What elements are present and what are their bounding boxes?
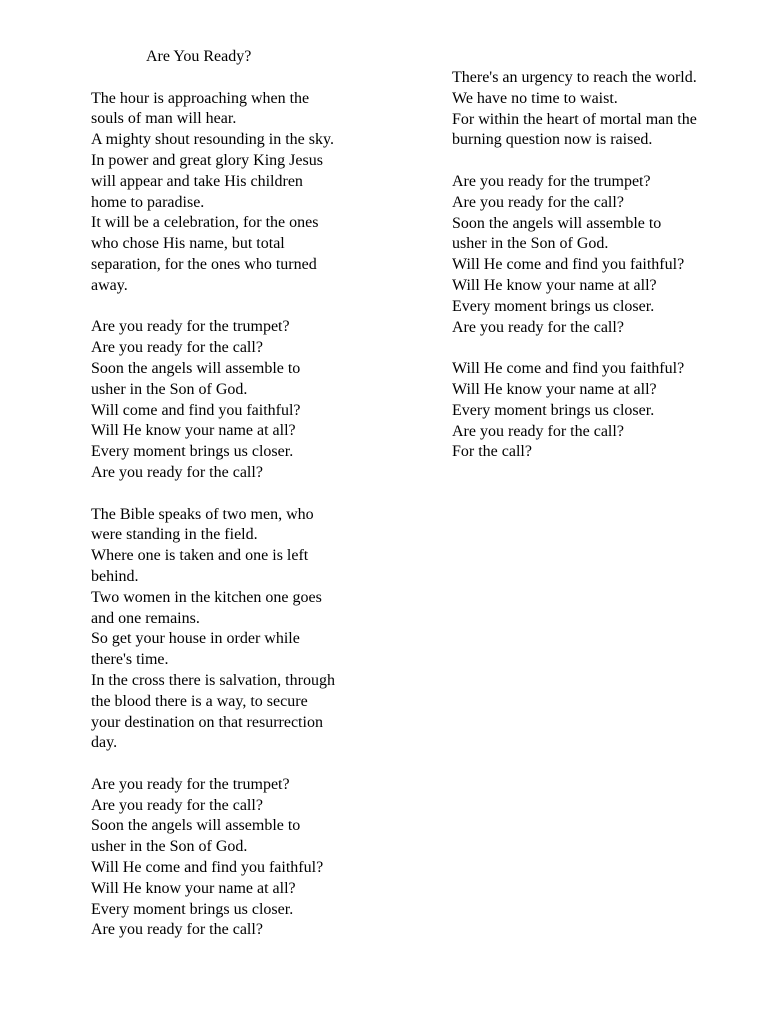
lyric-line: It will be a celebration, for the ones — [91, 214, 319, 232]
lyric-line: Every moment brings us closer. — [452, 297, 655, 315]
lyric-line: The Bible speaks of two men, who — [91, 505, 314, 523]
lyric-line: Every moment brings us closer. — [452, 401, 655, 419]
lyric-line: Will He know your name at all? — [452, 276, 657, 294]
lyric-line: there's time. — [91, 651, 169, 669]
lyric-line: usher in the Son of God. — [452, 235, 609, 253]
lyric-line: So get your house in order while — [91, 630, 300, 648]
lyric-line: In power and great glory King Jesus — [91, 151, 323, 169]
chorus-3 — [452, 172, 742, 338]
stanza-gap — [91, 754, 371, 775]
chorus-2 — [91, 775, 371, 941]
lyric-line: Will He know your name at all? — [91, 879, 296, 897]
stanza-gap — [91, 68, 371, 89]
lyric-line: Where one is taken and one is left — [91, 547, 309, 565]
right-column — [452, 68, 742, 463]
lyric-line: will appear and take His children — [91, 172, 303, 190]
lyric-line: who chose His name, but total — [91, 235, 285, 253]
lyric-line: away. — [91, 276, 128, 294]
lyric-line: Are you ready for the trumpet? — [452, 172, 651, 190]
stanza-gap — [452, 151, 742, 172]
lyric-line: and one remains. — [91, 609, 200, 627]
lyric-line: A mighty shout resounding in the sky. — [91, 131, 334, 149]
lyric-line: Are you ready for the call? — [91, 339, 263, 357]
lyric-line: Will He come and find you faithful? — [452, 256, 685, 274]
lyric-line: Every moment brings us closer. — [91, 900, 294, 918]
lyric-line: usher in the Son of God. — [91, 838, 248, 856]
lyric-line: Are you ready for the call? — [452, 422, 624, 440]
chorus-1 — [91, 317, 371, 483]
lyric-line: Are you ready for the call? — [91, 921, 263, 939]
verse-2 — [91, 505, 371, 755]
lyric-line: Two women in the kitchen one goes — [91, 588, 322, 606]
stanza-gap — [91, 484, 371, 505]
bridge — [452, 68, 742, 151]
lyric-line: Will He come and find you faithful? — [91, 859, 324, 877]
lyric-line: Every moment brings us closer. — [91, 443, 294, 461]
lyric-line: For the call? — [452, 443, 532, 461]
lyric-line: Are you ready for the call? — [91, 463, 263, 481]
lyric-line: There's an urgency to reach the world. — [452, 69, 697, 86]
lyric-line: burning question now is raised. — [452, 131, 653, 149]
lyric-line: Are you ready for the call? — [452, 193, 624, 211]
lyric-line: Will He know your name at all? — [91, 422, 296, 440]
lyric-line: separation, for the ones who turned — [91, 255, 317, 273]
lyric-line: usher in the Son of God. — [91, 380, 248, 398]
lyric-line: For within the heart of mortal man the — [452, 110, 697, 128]
song-title: Are You Ready? — [146, 48, 252, 65]
lyric-line: behind. — [91, 567, 139, 585]
lyric-line: Will He know your name at all? — [452, 380, 657, 398]
stanza-gap — [91, 297, 371, 318]
lyric-line: The hour is approaching when the — [91, 89, 310, 107]
lyric-line: Soon the angels will assemble to — [91, 359, 301, 377]
lyric-line: Soon the angels will assemble to — [91, 817, 301, 835]
lyric-line: We have no time to waist. — [452, 89, 618, 107]
lyric-line: were standing in the field. — [91, 526, 258, 544]
lyric-line: day. — [91, 734, 118, 752]
lyric-line: In the cross there is salvation, through — [91, 671, 335, 689]
lyric-line: Soon the angels will assemble to — [452, 214, 662, 232]
lyric-line: Are you ready for the trumpet? — [91, 775, 290, 793]
lyric-line: home to paradise. — [91, 193, 205, 211]
lyric-line: Will come and find you faithful? — [91, 401, 301, 419]
left-column — [91, 47, 371, 941]
ending — [452, 359, 742, 463]
lyric-line: your destination on that resurrection — [91, 713, 323, 731]
lyric-line: the blood there is a way, to secure — [91, 692, 308, 710]
lyric-line: Are you ready for the trumpet? — [91, 318, 290, 336]
stanza-gap — [452, 338, 742, 359]
lyric-line: Are you ready for the call? — [452, 318, 624, 336]
lyric-line: Will He come and find you faithful? — [452, 360, 685, 378]
lyric-line: Are you ready for the call? — [91, 796, 263, 814]
lyric-line: souls of man will hear. — [91, 110, 237, 128]
verse-1 — [91, 89, 371, 297]
